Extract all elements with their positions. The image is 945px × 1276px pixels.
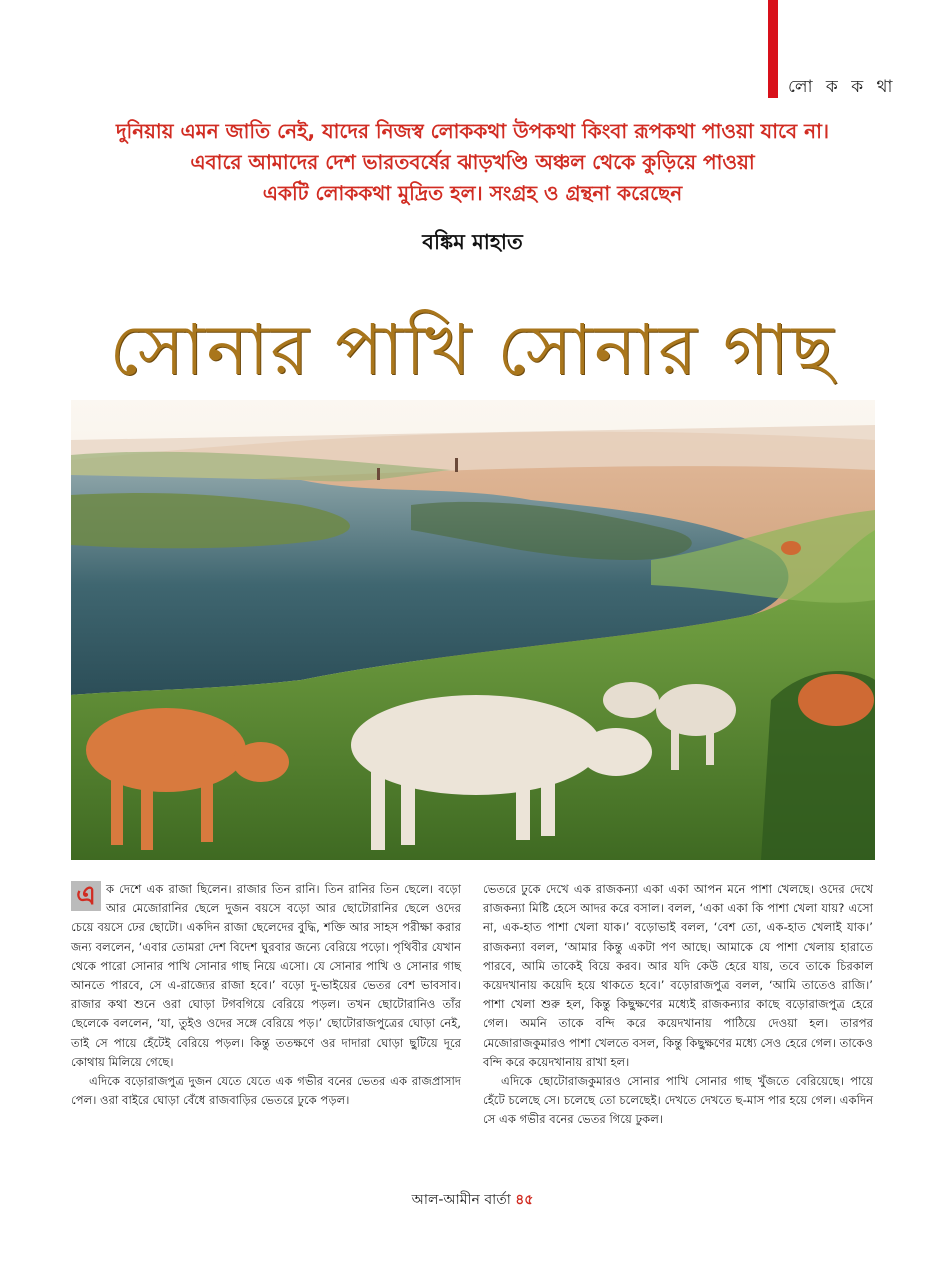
article-paragraph: ভেতরে ঢুকে দেখে এক রাজকন্যা একা একা আপন মনে পাশা খেলছে। ওদের দেখে রাজকন্যা মিষ্টি হেসে আদর করে বসাল। বলল, ‘একা একা কি পাশা খেলা যায়? এসো না, এক-হাত পাশা খেলা যাক।’ বড়োভাই বলল, ‘বেশ তো, এক-হাত খেলাই যাক।’ রাজকন্যা বলল, ‘আমার কিন্তু একটা পণ আছে। আমাকে যে পাশা খেলায় হারাতে পারবে, আমি তাকেই বিয়ে করব। আর যদি কেউ হেরে যায়, তবে তাকে চিরকাল কয়েদখানায় কয়েদি হয়ে থাকতে হবে।’ বড়োরাজপুত্র বলল, ‘আমি তাতেও রাজি।’ পাশা খেলা শুরু হল, কিন্তু কিছুক্ষণের মধ্যেই রাজকন্যার কাছে বড়োরাজপুত্র হেরে গেল। অমনি তাকে বন্দি করে কয়েদখানায় পাঠিয়ে দেওয়া হল। তারপর মেজোরাজকুমারও পাশা খেলতে বসল, কিন্তু কিছুক্ষণের মধ্যে সেও হেরে গেল। তাকেও বন্দি করে কয়েদখানায় রাখা হল।: [483, 882, 873, 1069]
article-column-left: [71, 880, 461, 1110]
intro-line: একটি লোককথা মুদ্রিত হল। সংগ্রহ ও গ্রন্থনা করেছেন: [262, 181, 683, 205]
article-paragraph: [71, 880, 461, 1072]
drop-cap: এ: [71, 881, 101, 911]
cattle-by-pond-photo: [71, 400, 875, 860]
article-title: সোনার পাখি সোনার গাছ: [109, 309, 836, 391]
article-paragraph: এদিকে ছোটোরাজকুমারও সোনার পাখি সোনার গাছ খুঁজতে বেরিয়েছে। পায়ে হেঁটে চলেছে সে। চলেছে তো চলেছেই। দেখতে দেখতে ছ-মাস পার হয়ে গেল। একদিন সে এক গভীর বনের ভেতর গিয়ে ঢুকল।: [483, 1074, 873, 1127]
article-column-right: [483, 880, 873, 1130]
paragraph-text: ক দেশে এক রাজা ছিলেন। রাজার তিন রানি। তিন রানির তিন ছেলে। বড়ো আর মেজোরানির ছেলে দুজন বয়সে বড়ো আর ছোটোরানির ছেলে ওদের চেয়ে বয়সে ঢের ছোটো। একদিন রাজা ছেলেদের বুদ্ধি, শক্তি আর সাহস পরীক্ষা করার জন্য বললেন, ‘এবার তোমরা দেশ বিদেশ ঘুরবার জন্যে বেরিয়ে পড়ো। পৃথিবীর যেখান থেকে পারো সোনার পাখি সোনার গাছ নিয়ে এসো। যে সোনার পাখি ও সোনার গাছ আনতে পারবে, সে এ-রাজ্যের রাজা হবে।’ বড়ো দু-ভাইয়ের ভেতর বেশ ভাবসাব। রাজার কথা শুনে ওরা ঘোড়া টগবগিয়ে বেরিয়ে পড়ল। তখন ছোটোরানিও তাঁর ছেলেকে বললেন, ‘যা, তুইও ওদের সঙ্গে বেরিয়ে পড়।’ ছোটোরাজপুত্রের ঘোড়া নেই, তাই সে পায়ে হেঁটেই বেরিয়ে পড়ল। কিন্তু ততক্ষণে ওর দাদারা ঘোড়া ছুটিয়ে দূরে কোথায় মিলিয়ে গেছে।: [71, 882, 461, 1069]
page-number: ৪৫: [515, 1192, 534, 1208]
intro-line: দুনিয়ায় এমন জাতি নেই, যাদের নিজস্ব লোককথা উপকথা কিংবা রূপকথা পাওয়া যাবে না।: [115, 119, 830, 143]
intro-text: [60, 116, 885, 209]
magazine-name: আল-আমীন বার্তা: [411, 1192, 511, 1208]
intro-line: এবারে আমাদের দেশ ভারতবর্ষের ঝাড়খণ্ডি অঞ্চল থেকে কুড়িয়ে পাওয়া: [190, 150, 755, 174]
article-paragraph: এদিকে বড়োরাজপুত্র দুজন যেতে যেতে এক গভীর বনের ভেতর এক রাজপ্রাসাদ পেল। ওরা বাইরে ঘোড়া বেঁধে রাজবাড়ির ভেতরে ঢুকে পড়ল।: [71, 1074, 461, 1108]
section-label: লো ক ক থা: [788, 77, 897, 97]
page-footer: [0, 1188, 945, 1212]
section-accent-bar: [768, 0, 778, 98]
author-name: বঙ্কিম মাহাত: [422, 230, 523, 254]
